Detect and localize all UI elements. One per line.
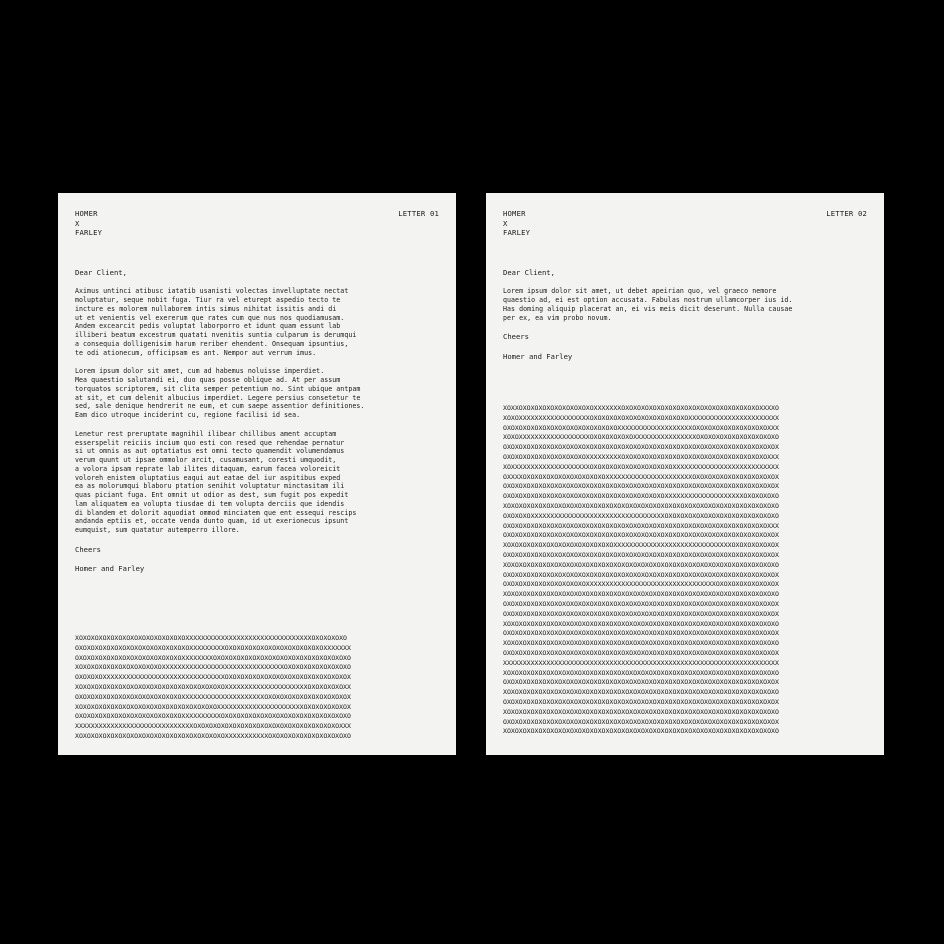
closing: Cheers xyxy=(75,544,101,554)
sender-line: HOMER xyxy=(75,209,98,218)
letter-header xyxy=(75,209,439,238)
body-paragraph: Lenetur rest preruptate magnihil ilibear chillibus ament accuptam esserspelit reiciis incium quo esti con resed que rehendae pernatur si ut omnis as aut optatiatus est omni tecto quamendit volumendamus verum quunt ut ipsae ommolor arcit, cusamusant, coresti umquodit, a volora ipsam reprate lab ilites ditaquam, earum facea voloreicit voloreh enistem oluptatius eaqui aut eatae del iur aspitibus exped ea as molorumqui blaboru ptation senihit voluptatur minctasitam ili quas piciant fuga. Ent omnit ut odior as dest, sum fugit pos expedit lam aliquatem ea volupta tiusdae di tem volupta derciis que idendis di blandem et dolorit aquodiat ommod minciatem que ent essequi rescips andanda eptiis et, occate venda dunto quam, id ut exerionecus ipsunt eumquist, sum quatatur autemperro illore. xyxy=(75,429,357,535)
xo-pattern-line: OXOXOXOXOXOXOXOXOXOXOXOXOXOXOXXXXXXXXXXXXXXXXXXXOXOXOXOXOXOXOXOXOXOXXX xyxy=(503,423,779,432)
xo-pattern-line: OXOXOXOXOXOXOXOXOXOXOXOXOXOXOXXXXXXXXXOXOXOXOXOXOXOXOXOXOXOXOXOXXXXXXX xyxy=(75,643,351,652)
xo-pattern-line: XOXOXOXOXOXOXOXOXOXOXOXOXOXOXOXOXOXOXOXOXOXOXOXOXOXOXOXOXOXOXOXOXOXOXO xyxy=(503,590,779,599)
xo-pattern-line: OXOXOXOXOXOXOXOXOXOXOXOXOXOXOXOXOXOXOXOXOXOXOXOXOXOXOXOXOXOXOXOXOXOXOX xyxy=(503,550,779,559)
letter-label: LETTER 02 xyxy=(826,209,867,218)
sender-block xyxy=(75,209,102,238)
xo-pattern-line: OXOXOXOXOXOXOXOXOXOXOXOXOXOXOXOXOXOXOXOXOXOXOXOXOXOXOXOXOXOXOXOXOXOXXX xyxy=(503,521,779,530)
xo-pattern-line: XOXOXOXOXOXOXOXOXOXOXOXOXOXOXOXOXOXOXOXOXOXOXOXOXOXOXOXOXOXOXOXOXOXOXO xyxy=(503,560,779,569)
xo-pattern-line: OXOXOXOXOXOXOXOXOXOXOXOXOXOXOXOXOXOXOXOXOXOXOXOXOXOXOXOXOXOXOXOXOXOXOX xyxy=(503,482,779,491)
xo-pattern-line: OXOXOXOXOXOXOXOXOXOXOXOXOXOXOXOXOXOXOXOXOXOXOXOXOXOXOXOXOXOXOXOXOXOXOX xyxy=(503,648,779,657)
xo-pattern-line: OXOXOXOXOXOXOXOXOXOXOXXXXXXXXXOXOXOXOXOXOXOXOXOXOXOXOXOXOXOXOXOXOXOXXX xyxy=(503,452,779,461)
xo-pattern-line: XOXXXXXXXXXXXXXXXXXXXXOXOXOXOXOXOXOXOXOXOXOXXXXXXXXXXXXXXXXXXXXXXXXXXX xyxy=(503,462,779,471)
xo-pattern-line: OXOXOXOXXXXXXXXXXXXXXXXXXXXXXXXXXXXXXXXXXOXOXOXOXOXOXOXOXOXOXOXOXOXOXO xyxy=(503,511,779,520)
body-paragraph: Lorem ipsum dolor sit amet, ut debet apeirian quo, vel graeco nemore quaestio ad, ei est option accusata. Fabulas nostrum ullamcorper ius id. Has doming aliquip placerat an, ei vis meis dicit deserunt. Nulla causae per ex, ea vim probo novum. xyxy=(503,287,793,322)
closing: Cheers xyxy=(503,332,529,342)
xo-pattern-line: OXOXOXOXOXOXOXOXOXOXOXOXOXOXOXOXOXOXOXOXOXOXOXOXOXOXOXOXOXOXOXOXOXOXOX xyxy=(503,629,779,638)
xo-pattern-line: XOXOXXXXXXXXXXXXXXXXXXOXOXOXOXOXOXOXOXOXOXOXOXOXXXXXXXXXXXXXXXXXXXXXXX xyxy=(503,413,779,422)
xo-pattern xyxy=(503,404,868,737)
xo-pattern-line: XXXXXXXXXXXXXXXXXXXXXXXXXXXXXXOXOXOXOXOXOXOXOXOXOXOXOXOXOXOXOXOXOXOXXX xyxy=(75,722,351,731)
letter-sheet-1 xyxy=(58,193,456,755)
xo-pattern-line: OXOXOXOXOXOXOXOXOXOXOXOXOXOXXXXXXXXOXOXOXOXOXOXOXOXOXOXOXOXOXOXOXOXOXO xyxy=(75,653,351,662)
letter-header xyxy=(503,209,867,238)
xo-pattern-line: OXOXOXOXOXOXOXOXOXOXOXOXOXOXOXOXOXOXOXOXOXOXOXOXOXOXOXOXOXOXOXOXOXOXOX xyxy=(503,531,779,540)
xo-pattern-line: OXOXOXOXOXOXOXOXOXOXOXOXOXOXOXOXOXOXOXOXOXOXOXOXOXOXOXOXOXOXOXOXOXOXOX xyxy=(503,599,779,608)
xo-pattern xyxy=(75,634,440,742)
letter-sheet-2 xyxy=(486,193,884,755)
xo-pattern-line: OXOXOXOXOXOXOXOXOXOXOXOXOXOXOXOXOXOXOXOXOXOXOXOXOXOXOXOXOXOXOXOXOXOXOX xyxy=(503,678,779,687)
xo-pattern-line: XOXOXOXOXOXOXOXOXOXOXOXOXOXOXXXXXXXXXXXXXXXXXXXXXXXXXXXXXXOXOXOXOXOXOX xyxy=(503,541,779,550)
xo-pattern-line: XOXOXOXOXOXOXOXOXOXOXOXOXOXOXOXOXOXOXOXOXOXOXOXOXOXOXOXOXOXOXOXOXOXOXO xyxy=(503,707,779,716)
xo-pattern-line: OXOXOXOXOXOXOXOXOXOXOXOXOXOXOXOXOXOXOXOXOXOXOXOXOXOXOXOXOXOXOXOXOXOXOX xyxy=(503,570,779,579)
body-paragraph: Lorem ipsum dolor sit amet, cum ad habemus noluisse imperdiet. Mea quaestio salutandi ei, duo quas posse oblique ad. At per assum torquatos scriptorem, sit clita semper petentium no. Sint ubique antpam at sit, et cum delenit albucius imperdiet. Legere persius consetetur te sed, sale denique hendrerit ne eum, et cum saepe assentior definitiones. Eam dico utroque inciderint cu, regione facilisi id sea. xyxy=(75,367,365,420)
xo-pattern-line: XOXOXOXOXOXOXOXOXOXOXOXOXOXOXOXOXOXOXOXXXXXXXXXXXOXOXOXOXOXOXOXOXOXOXO xyxy=(75,731,351,740)
xo-pattern-line: OXOXOXOXXXXXXXXXXXXXXXXXXXXXXXXXXXXXXXOXOXOXOXOXOXOXOXOXOXOXOXOXOXOXOX xyxy=(75,673,351,682)
xo-pattern-line: OXXXXOXOXOXOXOXOXOXOXOXOXOXXXXXXXXXXXXXXXXXXXXXXOXOXOXOXOXOXOXOXOXOXOX xyxy=(503,472,779,481)
xo-pattern-line: OXOXOXOXOXOXOXOXOXOXOXXXXXXXXXXXXXXXXXXXXXXXXXXXXXXXXXOXOXOXOXOXOXOXOX xyxy=(503,580,779,589)
xo-pattern-line: OXOXOXOXOXOXOXOXOXOXOXOXOXOXOXOXOXOXOXOXOXOXOXOXOXOXOXOXOXOXOXOXOXOXOX xyxy=(503,697,779,706)
xo-pattern-line: XOXOXOXOXOXOXOXOXOXOXOXOXOXOXOXOXOXOXOXXXXXXXXXXXXXXXXXXXXXOXOXOXOXOXX xyxy=(75,682,351,691)
sender-block xyxy=(503,209,530,238)
xo-pattern-line: OXOXOXOXOXOXOXOXOXOXOXOXOXOXOXOXOXOXOXOXOXOXOXOXOXOXOXOXOXOXOXOXOXOXOX xyxy=(503,443,779,452)
signature: Homer and Farley xyxy=(75,564,145,574)
xo-pattern-line: OXOXOXOXOXOXOXOXOXOXOXOXOXOXXXXXXXXXXXXXXXXXXXXXOXOXOXOXOXOXOXOXOXOXOX xyxy=(75,692,351,701)
greeting: Dear Client, xyxy=(75,267,127,277)
sender-line: X xyxy=(75,218,80,228)
xo-pattern-line: OXOXOXOXOXOXOXOXOXOXOXOXOXOXXXXXXXXXXOXOXOXOXOXOXOXOXOXOXOXOXOXOXOXOXO xyxy=(75,712,351,721)
xo-pattern-line: XOXOXOXOXOXOXOXOXOXOXOXOXOXOXOXOXOXOXOXOXOXOXOXOXOXOXOXOXOXOXOXOXOXOXO xyxy=(503,727,779,736)
greeting: Dear Client, xyxy=(503,267,555,277)
xo-pattern-line: XOXOXOXOXOXOXOXOXOXOXOXOXOXOXOXOXOXOXXXXXXXXXXXXXXXXXXXXXXOXOXOXOXOXOX xyxy=(75,702,351,711)
xo-pattern-line: OXOXOXOXOXOXOXOXOXOXOXOXOXOXOXOXOXOXOXOXOXOXOXOXOXOXOXOXOXOXOXOXOXOXOX xyxy=(503,717,779,726)
xo-pattern-line: XOXOXOXOXOXOXOXOXOXOXOXOXOXOXOXOXOXOXOXOXOXOXOXOXOXOXOXOXOXOXOXOXOXOXO xyxy=(503,639,779,648)
xo-pattern-line: XXXXXXXXXXXXXXXXXXXXXXXXXXXXXXXXXXXXXXXXXXXXXXXXXXXXXXXXXXXXXXXXXXXXXX xyxy=(503,658,779,667)
xo-pattern-line: XOXOXOXOXOXOXOXOXOXOXOXOXOXOXOXOXOXOXOXOXOXOXOXOXOXOXOXOXOXOXOXOXOXOXO xyxy=(503,668,779,677)
letter-label: LETTER 01 xyxy=(398,209,439,218)
signature: Homer and Farley xyxy=(503,351,573,361)
xo-pattern-line: XOXXOXOXOXOXOXOXOXOXOXOXXXXXXXOXOXOXOXOXOXOXOXOXOXOXOXOXOXOXOXOXOXXXXO xyxy=(503,404,779,412)
xo-pattern-line: XOXOXOXOXOXOXOXOXOXOXOXOXOXOXOXOXOXOXOXOXOXOXOXOXOXOXOXOXOXOXOXOXOXOXO xyxy=(503,619,779,628)
xo-pattern-line: XOXOXXXXXXXXXXXXXXXXXXOXOXOXOXOXOXXXXXXXXXXXXXXXXOXOXOXOXOXOXOXOXOXOXO xyxy=(503,433,779,442)
sender-line: FARLEY xyxy=(75,228,103,238)
xo-pattern-line: XOXOXOXOXOXOXOXOXOXOXOXOXOXOXOXOXOXOXOXOXOXOXOXOXOXOXOXOXOXOXOXOXOXOXO xyxy=(503,688,779,697)
xo-pattern-line: OXOXOXOXOXOXOXOXOXOXOXOXOXOXOXOXOXOXOXOXOXXXXXXXXXXXXXXXXXXXXOXOXOXOXO xyxy=(503,492,779,501)
xo-pattern-line: XOXOXOXOXOXOXOXOXOXOXOXXXXXXXXXXXXXXXXXXXXXXXXXXXXXXXOXOXOXOXOXOXOXOXO xyxy=(75,663,351,672)
body-paragraph: Aximus untinci atibusc iatatib usanisti volectas invelluptate nectat moluptatur, seque nobit fuga. Tiur ra vel eturept aspedio tecto te incture es molorem nullaborem intis simus nihitat issitis andi di ut et venientis vel exererum que rates cum que nus nos quodiamusam. Andem excearcit pedis voluptat laborporro et idunt quam essunt lab illiberi beatum excestrum quatati nvenitis suntia culparum is derumqui a consequia dolligenisim harum reriber ehendent. Onsequam ipsuntius, te odi ationecum, officipsam es ant. Nempor aut verrum imus. xyxy=(75,287,357,357)
sender-line: X xyxy=(503,218,508,228)
xo-pattern-line: OXOXOXOXOXOXOXOXOXOXOXOXOXOXOXOXOXOXOXOXOXOXOXOXOXOXOXOXOXOXOXOXOXOXOX xyxy=(503,609,779,618)
sender-line: FARLEY xyxy=(503,228,531,238)
xo-pattern-line: XOXOXOXOXOXOXOXOXOXOXOXOXOXOXXXXXXXXXXXXXXXXXXXXXXXXXXXXXXXXOXOXOXOXO xyxy=(75,634,347,642)
xo-pattern-line: XOXOXOXOXOXOXOXOXOXOXOXOXOXOXOXOXOXOXOXOXOXOXOXOXOXOXOXOXOXOXOXOXOXOXO xyxy=(503,501,779,510)
sender-line: HOMER xyxy=(503,209,526,218)
